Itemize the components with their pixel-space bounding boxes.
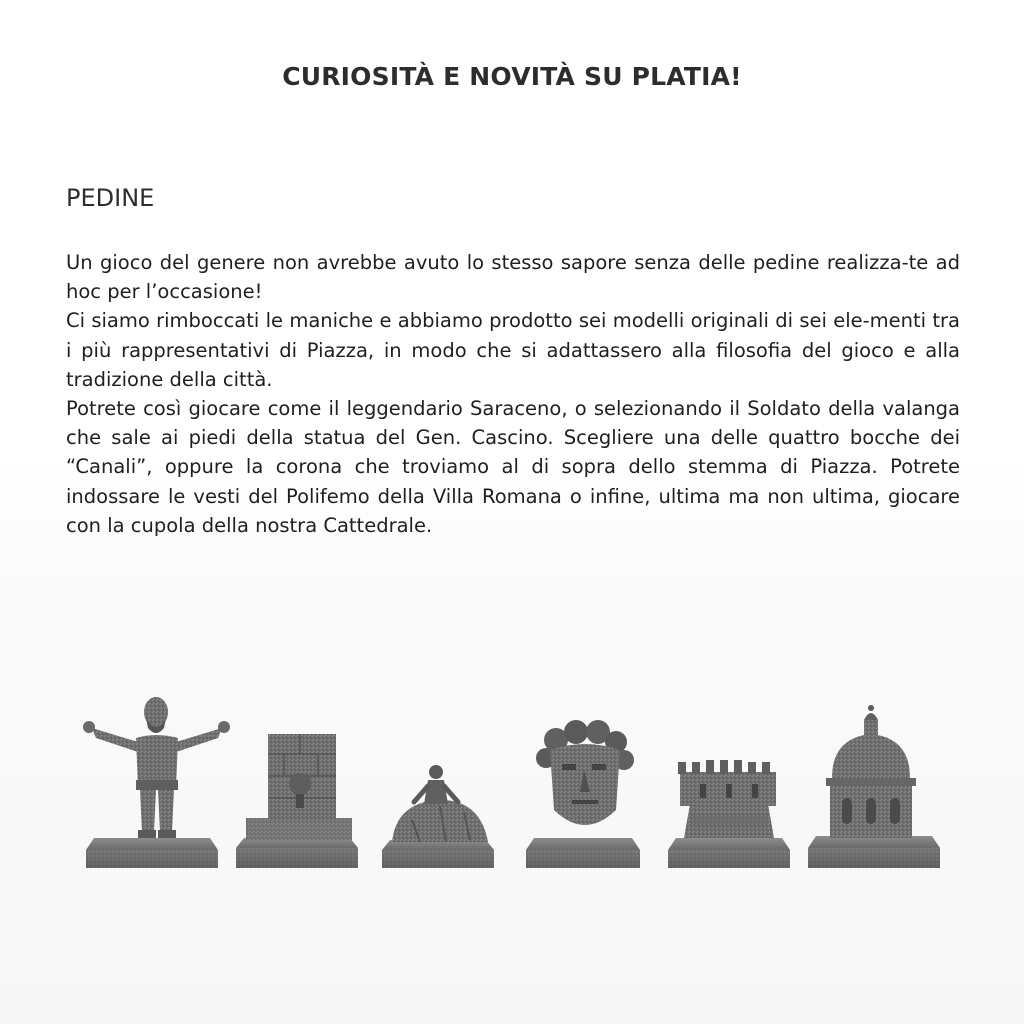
saracen-figure-icon <box>83 697 230 868</box>
pieces-illustration <box>0 680 1024 900</box>
polyphemus-head-icon <box>526 720 640 868</box>
cathedral-dome-icon <box>808 705 940 868</box>
paragraph-models: Ci siamo rimboccati le maniche e abbiamo prodotto sei modelli originali di sei ele-menti tra i più rappresentativi di Piazza, in modo che si adattassero alla filosofia del gioco e alla tradizione della città. <box>66 309 960 391</box>
body-text <box>66 248 960 540</box>
crown-icon <box>668 760 790 868</box>
section-heading: PEDINE <box>66 184 155 212</box>
paragraph-intro: Un gioco del genere non avrebbe avuto lo stesso sapore senza delle pedine realizza-te ad hoc per l’occasione! <box>66 251 960 304</box>
page-title: CURIOSITÀ E NOVITÀ SU PLATIA! <box>282 62 742 91</box>
fountain-mouth-icon <box>236 734 358 868</box>
soldier-on-rock-icon <box>382 765 494 868</box>
paragraph-pieces: Potrete così giocare come il leggendario Saraceno, o selezionando il Soldato della valanga che sale ai piedi della statua del Gen. Cascino. Scegliere una delle quattro bocche dei “Canali”, oppure la corona che troviamo al di sopra dello stemma di Piazza. Potrete indossare le vesti del Polifemo della Villa Romana o infine, ultima ma non ultima, giocare con la cupola della nostra Cattedrale. <box>66 397 960 537</box>
pieces-row <box>0 680 1024 900</box>
